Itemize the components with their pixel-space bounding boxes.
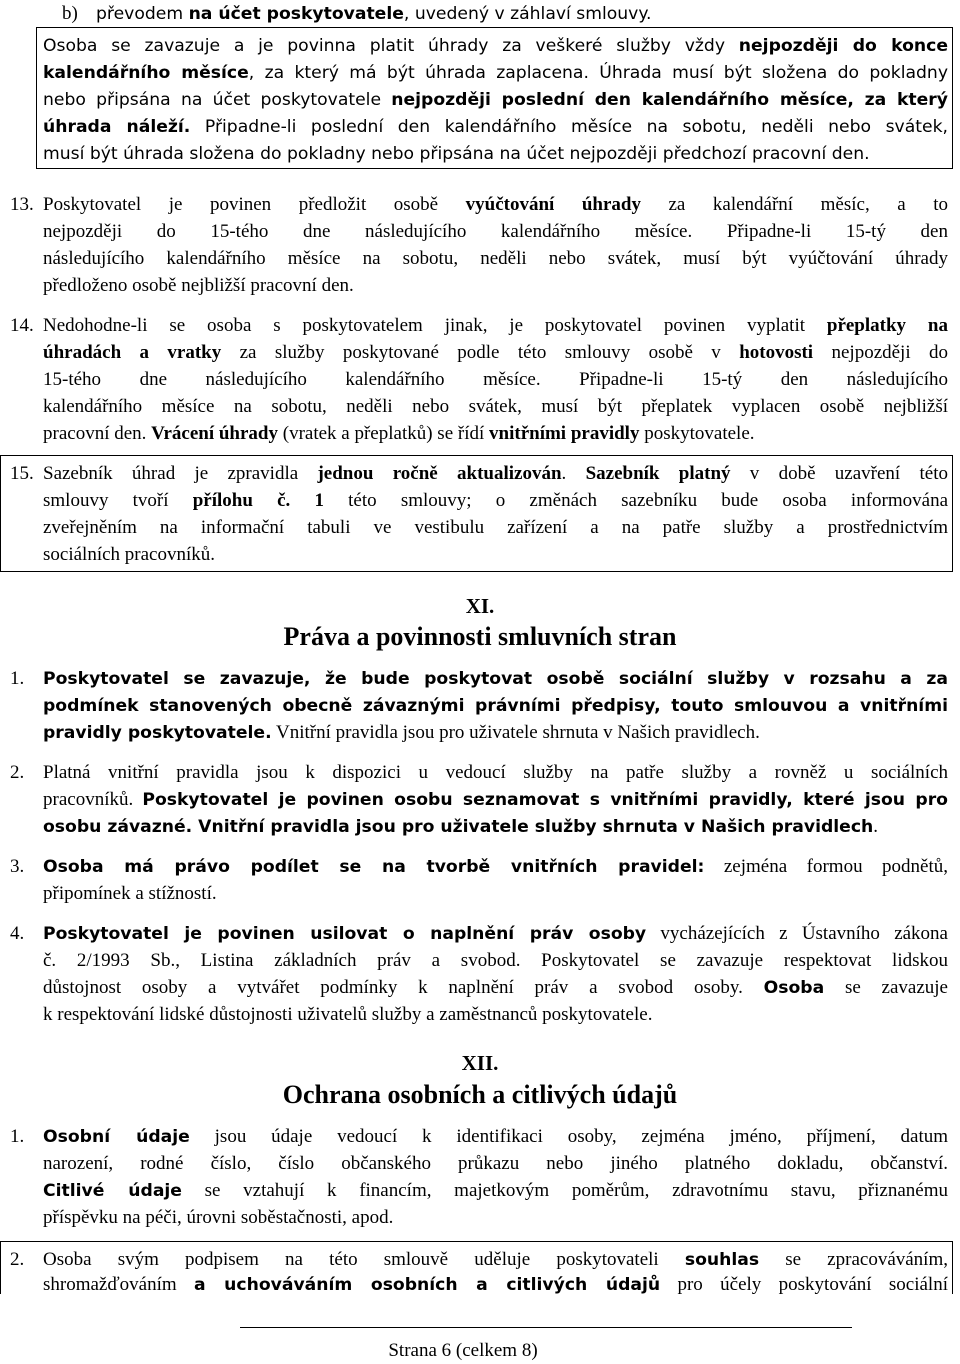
payment-box-line-5: musí být úhrada složena do pokladny nebo připsána na účet nejpozději předchozí pracovní den.	[43, 144, 870, 164]
paragraph-number-15: 15.	[10, 463, 34, 484]
xi-item-2-line-2: pracovníků. Poskytovatel je povinen osobu seznamovat s vnitřními pravidly, které jsou pro	[43, 789, 948, 810]
paragraph-13-line-1: Poskytovatel je povinen předložit osobě vyúčtování úhrady za kalendářní měsíc, a to	[43, 194, 948, 215]
xii-item-2-number: 2.	[10, 1249, 25, 1270]
paragraph-15-line-2: smlouvy tvoří přílohu č. 1 této smlouvy; o změnách sazebníku bude osoba informována	[43, 490, 949, 511]
xi-item-4-line-1: Poskytovatel je povinen usilovat o naplnění práv osoby vycházejících z Ústavního zákona	[43, 923, 948, 944]
footer-divider	[240, 1327, 852, 1328]
xi-item-4-line-4: k respektování lidské důstojnosti uživatelů služby a zaměstnanců poskytovatele.	[43, 1004, 653, 1025]
paragraph-15-line-3: zveřejněním na informační tabuli ve vestibulu zařízení a na patře služby a prostřednictvím	[43, 517, 948, 538]
section-xi-number: XI.	[465, 594, 495, 618]
xii-item-2-line-2: shromažďováním a uchováváním osobních a citlivých údajů pro účely poskytování sociální	[43, 1274, 948, 1295]
xii-item-1-number: 1.	[10, 1126, 25, 1147]
paragraph-14-line-4: kalendářního měsíce na sobotu, neděli nebo svátek, musí být přeplatek vyplacen osobě nejbližší	[43, 396, 948, 417]
paragraph-13-line-3: následujícího kalendářního měsíce na sobotu, neděli nebo svátek, musí být vyúčtování úhrady	[43, 248, 948, 269]
xi-item-3-line-1: Osoba má právo podílet se na tvorbě vnitřních pravidel: zejména formou podnětů,	[43, 856, 949, 877]
paragraph-14-line-1: Nedohodne-li se osoba s poskytovatelem jinak, je poskytovatel povinen vyplatit přeplatky na	[43, 315, 948, 336]
xi-item-2-number: 2.	[10, 762, 25, 783]
xi-item-3-line-2: připomínek a stížností.	[43, 883, 217, 904]
page-number-footer: Strana 6 (celkem 8)	[388, 1340, 538, 1361]
xi-item-1-line-3: pravidly poskytovatele. Vnitřní pravidla jsou pro uživatele shrnuta v Našich pravidlech.	[43, 722, 760, 743]
xi-item-1-number: 1.	[10, 668, 25, 689]
paragraph-number-14: 14.	[10, 315, 34, 336]
xi-item-4-line-2: č. 2/1993 Sb., Listina základních práv a svobod. Poskytovatel se zavazuje respektovat lidskou	[43, 950, 948, 971]
payment-box-line-1: Osoba se zavazuje a je povinna platit úhrady za veškeré služby vždy nejpozději do konce	[43, 36, 948, 56]
xii-item-2-line-1: Osoba svým podpisem na této smlouvě uděluje poskytovateli souhlas se zpracováváním,	[43, 1249, 948, 1270]
paragraph-13-line-2: nejpozději do 15-tého dne následujícího kalendářního měsíce. Připadne-li 15-tý den	[43, 221, 948, 242]
payment-box-line-3: nebo připsána na účet poskytovatele nejpozději poslední den kalendářního měsíce, za který	[43, 90, 948, 110]
section-xii-number: XII.	[461, 1051, 499, 1075]
xi-item-4-number: 4.	[10, 923, 25, 944]
paragraph-14-line-5: pracovní den. Vrácení úhrady (vratek a přeplatků) se řídí vnitřními pravidly poskytovatele.	[43, 423, 755, 444]
paragraph-14-line-3: 15-tého dne následujícího kalendářního měsíce. Připadne-li 15-tý den následujícího	[43, 369, 948, 390]
xi-item-3-number: 3.	[10, 856, 25, 877]
xii-item-1-line-3: Citlivé údaje se vztahují k financím, majetkovým poměrům, zdravotnímu stavu, přiznanému	[43, 1180, 948, 1201]
payment-box-line-4: úhrada náleží. Připadne-li poslední den kalendářního měsíce na sobotu, neděli nebo svátek,	[43, 117, 948, 137]
xi-item-1-line-2: podmínek stanovených obecně závaznými právními předpisy, touto smlouvou a vnitřními	[43, 696, 948, 716]
xii-item-1-line-4: příspěvku na péči, úrovni soběstačnosti, apod.	[43, 1207, 394, 1228]
xii-item-1-line-1: Osobní údaje jsou údaje vedoucí k identifikaci osoby, zejména jméno, příjmení, datum	[43, 1126, 949, 1147]
section-xii-title: Ochrana osobních a citlivých údajů	[282, 1080, 678, 1109]
xi-item-4-line-3: důstojnost osoby a vytvářet podmínky k naplnění práv a svobod osoby. Osoba se zavazuje	[43, 977, 948, 998]
paragraph-15-line-1: Sazebník úhrad je zpravidla jednou ročně aktualizován. Sazebník platný v době uzavření této	[43, 463, 948, 484]
paragraph-15-line-4: sociálních pracovníků.	[43, 544, 216, 565]
payment-box-line-2: kalendářního měsíce, za který má být úhrada zaplacena. Úhrada musí být složena do pokladny	[43, 63, 948, 83]
paragraph-13-line-4: předloženo osobě nejbližší pracovní den.	[43, 275, 354, 296]
xii-item-1-line-2: narození, rodné číslo, číslo občanského průkazu nebo jiného platného dokladu, občanství.	[43, 1153, 948, 1174]
section-xi-title: Práva a povinnosti smluvních stran	[283, 622, 677, 651]
xi-item-1-line-1: Poskytovatel se zavazuje, že bude poskytovat osobě sociální služby v rozsahu a za	[43, 669, 948, 689]
xi-item-2-line-3: osobu závazné. Vnitřní pravidla jsou pro uživatele služby shrnuta v Našich pravidlech.	[43, 816, 878, 837]
paragraph-number-13: 13.	[10, 194, 34, 215]
list-label-b: b)	[62, 3, 78, 24]
paragraph-b: převodem na účet poskytovatele, uvedený v záhlaví smlouvy.	[96, 4, 652, 24]
xi-item-2-line-1: Platná vnitřní pravidla jsou k dispozici u vedoucí služby na patře služby a rovněž u sociálních	[43, 762, 948, 783]
paragraph-14-line-2: úhradách a vratky za služby poskytované podle této smlouvy osobě v hotovosti nejpozději do	[43, 342, 948, 363]
